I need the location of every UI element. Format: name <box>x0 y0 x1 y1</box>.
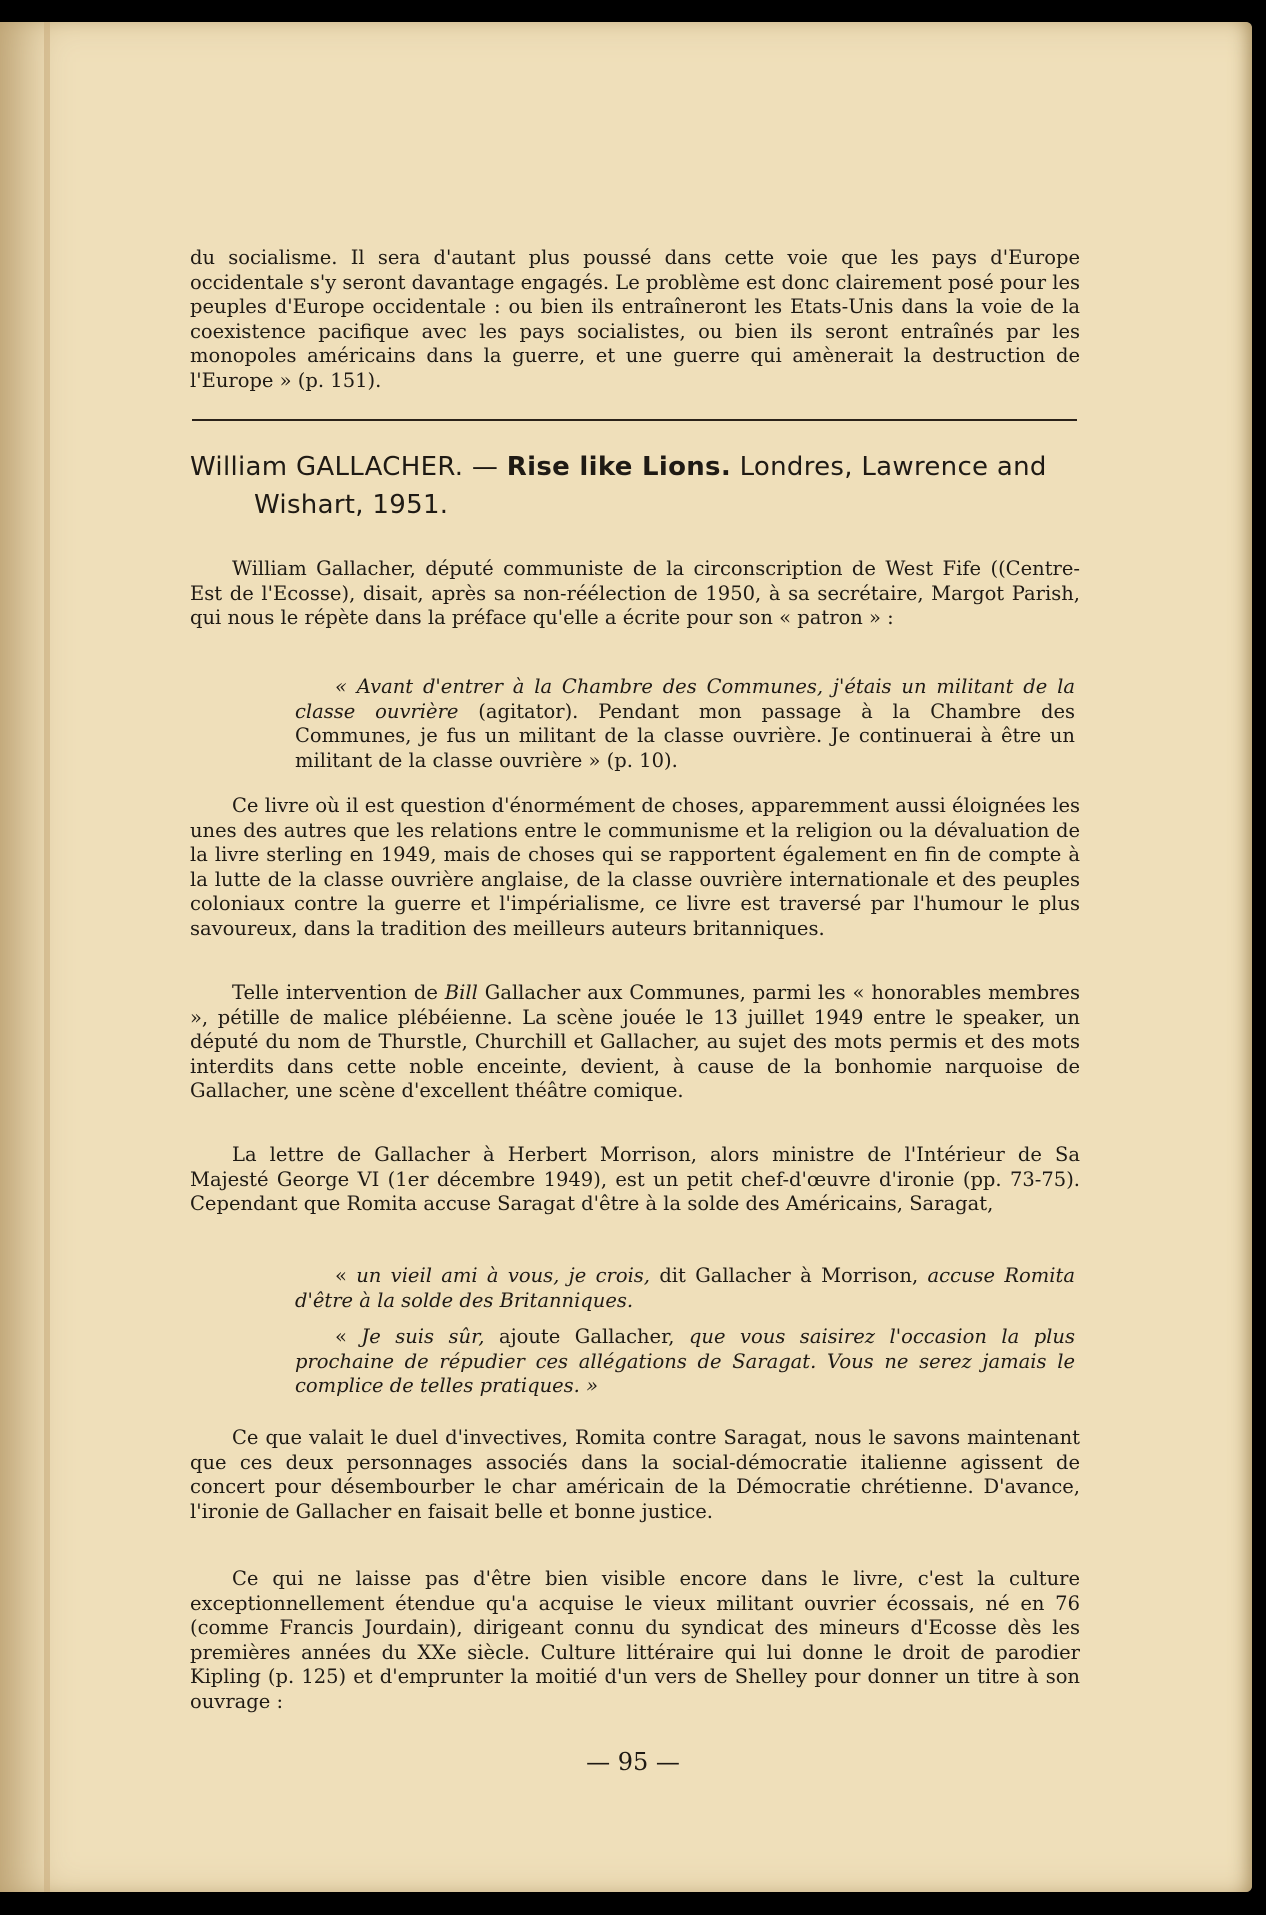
paragraph-continued <box>190 246 1080 393</box>
paragraph-5 <box>190 1426 1080 1524</box>
paragraph-text: Ce qui ne laisse pas d'être bien visible encore dans le livre, c'est la culture exceptionnellement étendue qu'a acquise le vieux militant ouvrier écossais, né en 76 (comme Francis Jourdain), dirigeant connu du syndicat des mineurs d'Ecosse dès les premières années du XXe siècle. Culture littéraire qui lui donne le droit de parodier Kipling (p. 125) et d'emprunter la moitié d'un vers de Shelley pour donner un titre à son ouvrage : <box>190 1567 1080 1713</box>
quote-3 <box>295 1325 1075 1399</box>
quote-italic: que vous saisirez l'occasion la plus prochaine de répudier ces allégations de Saragat. Vous ne serez jamais le complice de telles pratiques. » <box>295 1325 1075 1397</box>
quote-text: dit Gallacher à Morrison, <box>650 1264 928 1287</box>
quote-italic: accuse Romita d'être à la solde des Britanniques. <box>295 1264 1075 1312</box>
review-dash: — <box>471 452 499 482</box>
paragraph-3 <box>190 981 1080 1104</box>
paragraph-italic: Bill <box>444 981 478 1004</box>
quote-1 <box>295 675 1075 773</box>
paragraph-text: Ce livre où il est question d'énormément de choses, apparemment aussi éloignées les unes des autres que les relations entre le communisme et la religion ou la dévaluation de la livre sterling en 1949, mais de choses qui se rapportent également en fin de compte à la lutte de la classe ouvrière anglaise, de la classe ouvrière internationale et des peuples coloniaux contre la guerre et l'impérialisme, ce livre est traversé par l'humour le plus savoureux, dans la tradition des meilleurs auteurs britanniques. <box>190 794 1080 940</box>
paragraph-text: Ce que valait le duel d'invectives, Romita contre Saragat, nous le savons maintenant que ces deux personnages associés dans la social-démocratie italienne agissent de concert pour désembourber le char américain de la Démocratie chrétienne. D'avance, l'ironie de Gallacher en faisait belle et bonne justice. <box>190 1426 1080 1523</box>
paragraph-text: du socialisme. Il sera d'autant plus poussé dans cette voie que les pays d'Europe occidentale s'y seront davantage engagés. Le problème est donc clairement posé pour les peuples d'Europe occidentale : ou bien ils entraîneront les Etats-Unis dans la voie de la coexistence pacifique avec les pays socialistes, ou bien ils seront entraînés par les monopoles américains dans la guerre, et une guerre qui amènerait la destruction de l'Europe » (p. 151). <box>190 246 1081 392</box>
paragraph-1 <box>190 557 1080 631</box>
paragraph-2 <box>190 794 1080 941</box>
paragraph-text: Gallacher aux Communes, parmi les « honorables membres », pétille de malice plébéienne. La scène jouée le 13 juillet 1949 entre le speaker, un député du nom de Thurstle, Churchill et Gallacher, au sujet des mots permis et des mots interdits dans cette noble enceinte, devient, à cause de la bonhomie narquoise de Gallacher, une scène d'excellent théâtre comique. <box>190 981 1080 1102</box>
quote-text: « <box>335 1325 362 1348</box>
paragraph-6 <box>190 1567 1080 1714</box>
page-number: — 95 — <box>586 1748 680 1776</box>
quote-tail: (agitator). Pendant mon passage à la Chambre des Communes, je fus un militant de la classe ouvrière. Je continuerai à être un militant de la classe ouvrière » (p. 10). <box>295 699 1075 772</box>
section-divider <box>192 419 1077 421</box>
quote-italic: Je suis sûr, <box>361 1325 485 1348</box>
page-gutter <box>44 22 50 1892</box>
paragraph-text: Telle intervention de <box>232 981 445 1004</box>
quote-text: ajoute Gallacher, <box>484 1325 689 1348</box>
paragraph-text: William Gallacher, député communiste de la circonscription de West Fife ((Centre-Est de l'Ecosse), disait, après sa non-réélection de 1950, à sa secrétaire, Margot Parish, qui nous le répète dans la préface qu'elle a écrite pour son « patron » : <box>190 557 1080 629</box>
review-publisher-year: Wishart, 1951. <box>254 490 449 520</box>
paragraph-text: La lettre de Gallacher à Herbert Morrison, alors ministre de l'Intérieur de Sa Majesté George VI (1er décembre 1949), est un petit chef-d'œuvre d'ironie (pp. 73-75). Cependant que Romita accuse Saragat d'être à la solde des Américains, Saragat, <box>190 1143 1080 1215</box>
quote-text: « <box>335 1264 357 1287</box>
quote-italic: « Avant d'entrer à la Chambre des Communes, j'étais un militant de la classe ouvrière <box>295 675 1075 723</box>
review-author: William GALLACHER. <box>190 452 464 482</box>
quote-2 <box>295 1264 1075 1313</box>
review-heading <box>190 448 1080 524</box>
paragraph-4 <box>190 1143 1080 1217</box>
quote-italic: un vieil ami à vous, je crois, <box>356 1264 651 1287</box>
review-publisher: Londres, Lawrence and <box>739 452 1047 482</box>
review-book-title: Rise like Lions. <box>506 452 731 482</box>
